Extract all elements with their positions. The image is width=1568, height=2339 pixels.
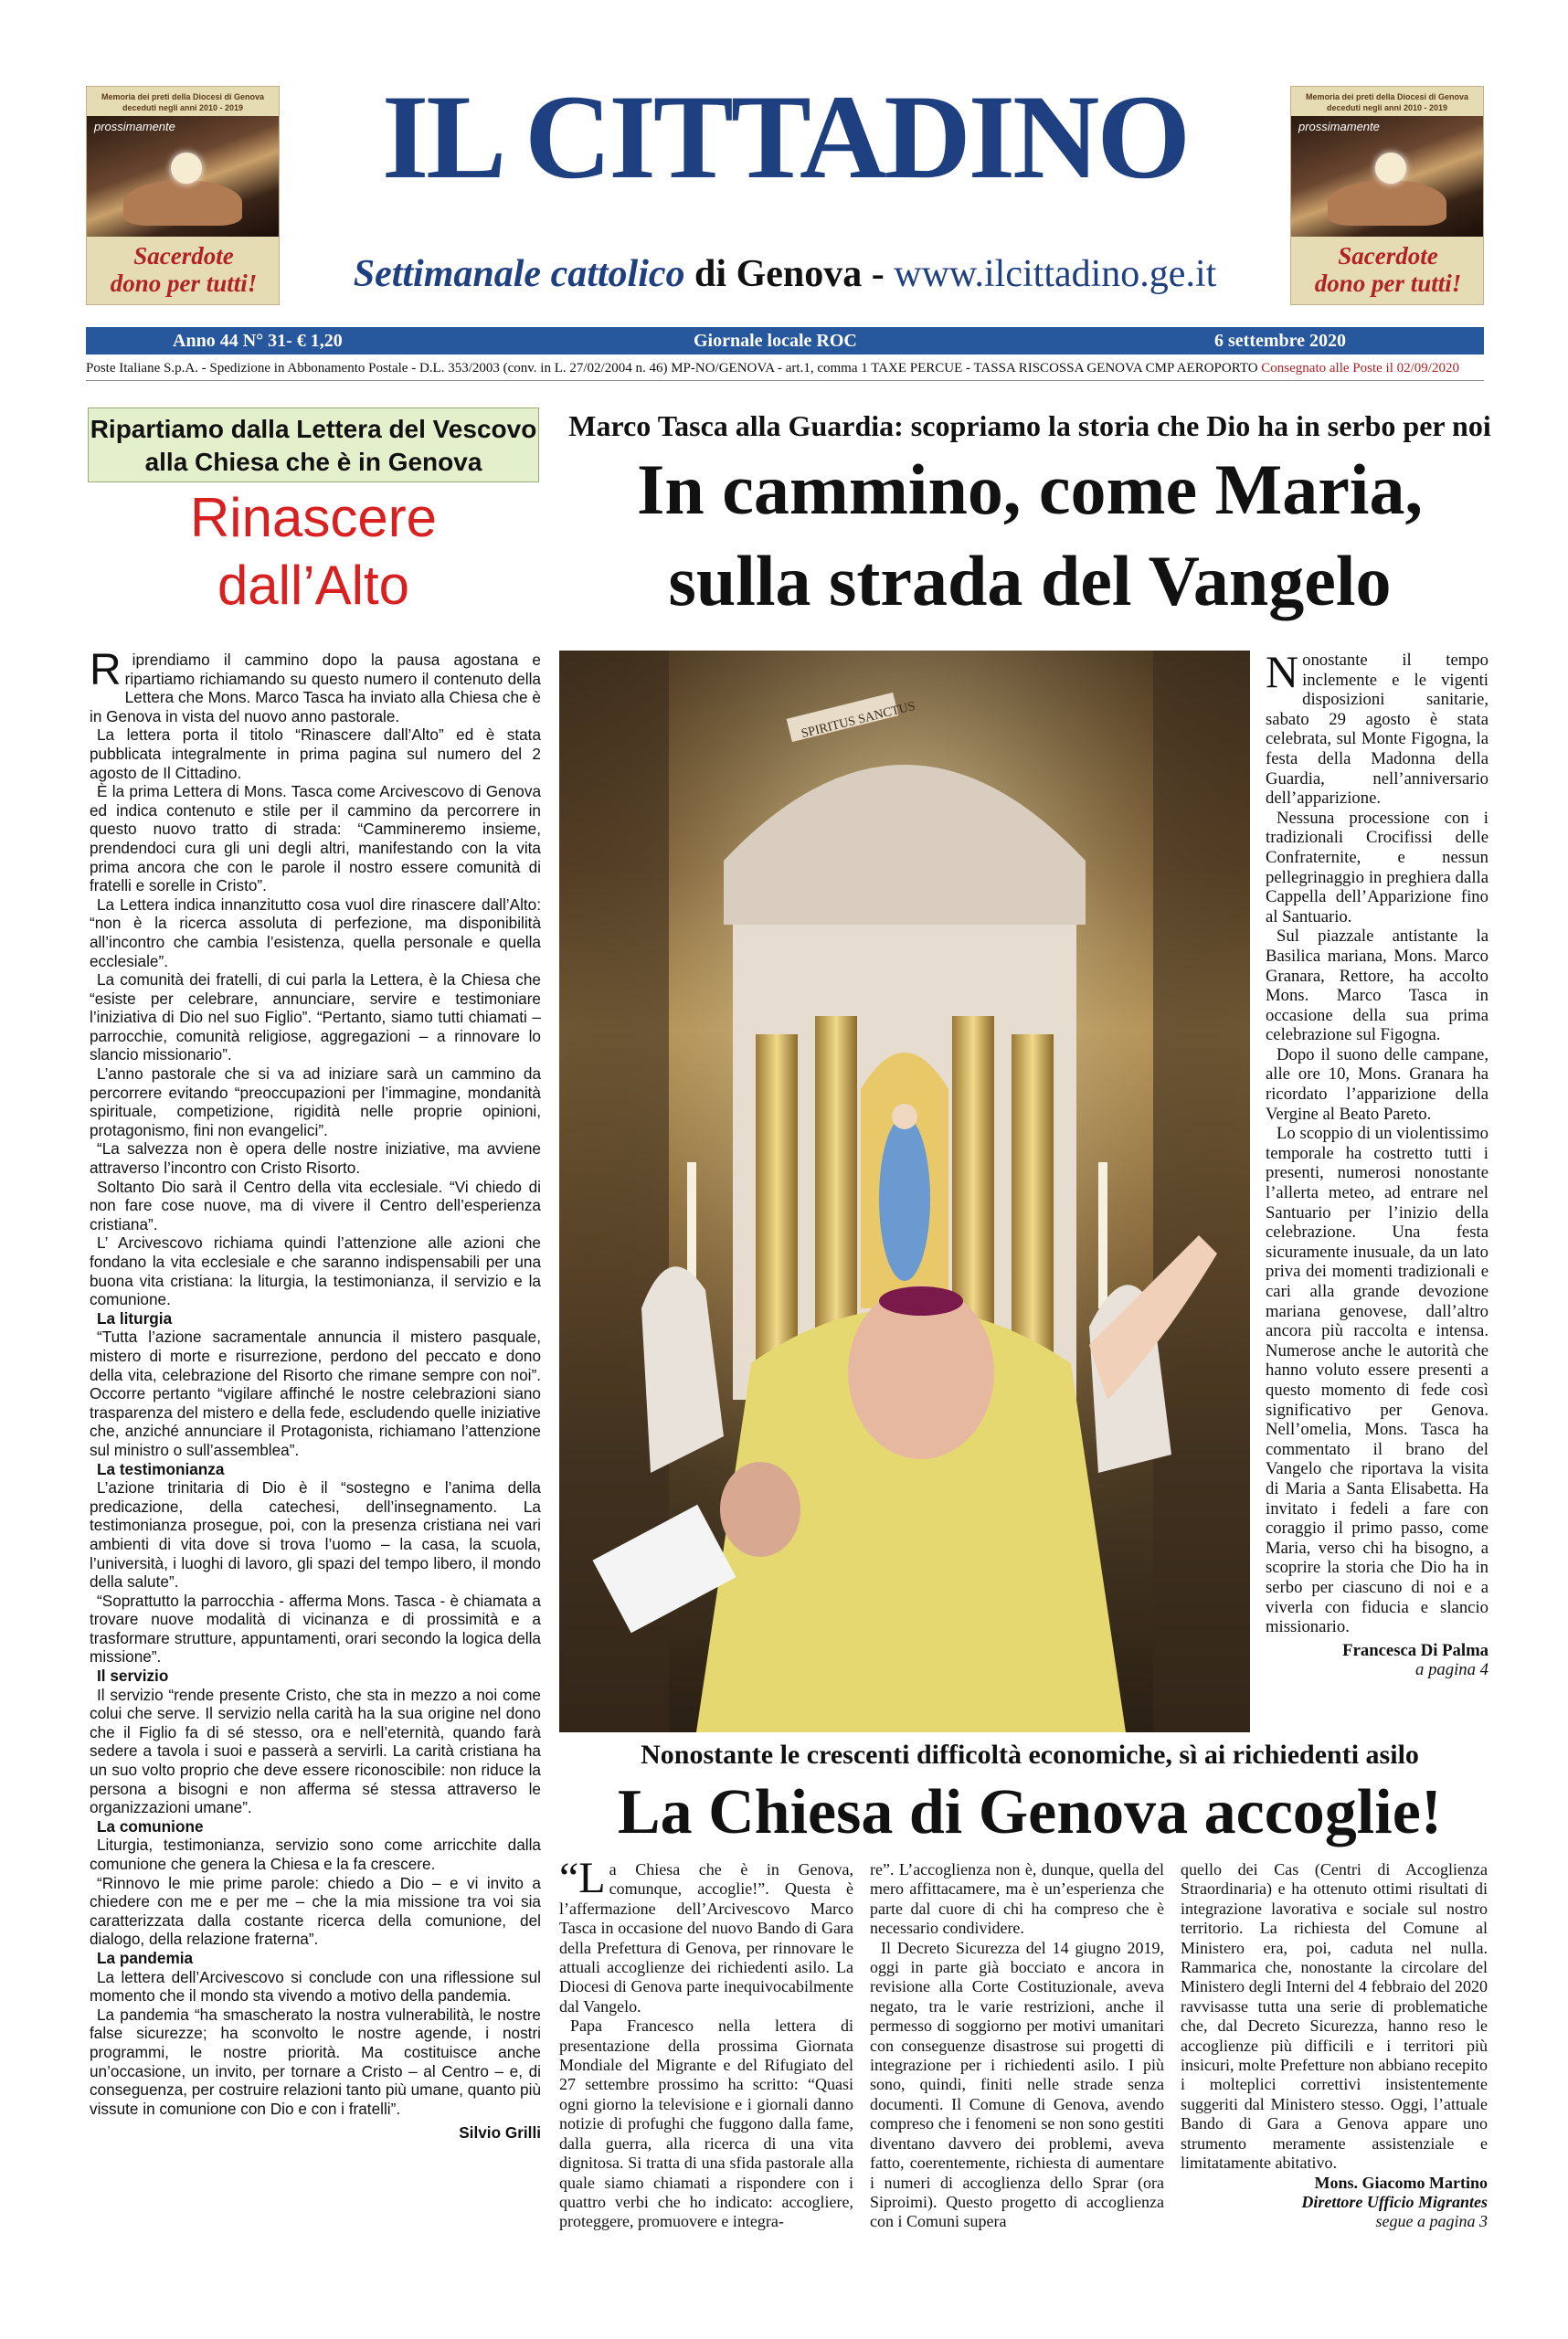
bottom-article-col-2: re”. L’accoglienza non è, dunque, quella del mero affittacamere, ma è un’esperienza che parte dal cuore di chi ha compreso che è necessario condividere. Il Decreto Sicurezza del 14 giugno 2019, oggi in parte già bocciato e ancora in revisione alla Corte Costituzionale, aveva negato, tra le varie restrizioni, anche il permesso di soggiorno per motivi umanitari con conseguenze disastrose sui progetti di integrazione per i richiedenti asilo. I più sono, quindi, finiti nelle strade senza documenti. Il Comune di Genova, avendo compreso che i fenomeni se non sono gestiti diventano davvero dei problemi, aveva fatto, coerentemente, richiesta di aumentare i numeri di accoglienza dello Sprar (ora Siproimi). Questo progetto di accoglienza con i Comuni supera	[870, 1860, 1164, 2231]
section-heading: La liturgia	[97, 1308, 173, 1328]
section-heading: Il servizio	[97, 1667, 169, 1686]
left-article-author: Silvio Grilli	[459, 2123, 541, 2143]
bottom-article-col-3: quello dei Cas (Centri di Accoglienza Straordinaria) e ha ottenuto ottimi risultati di integrazione lavorativa e sociale sul nostro territorio. La richiesta del Comune al Ministero era, poi, caduta nel nulla. Rammarica che, nonostante la circolare del Ministero degli Interni del 4 febbraio del 2020 ravvisasse tutta una serie di problematiche che, dal Decreto Sicurezza, hanno reso le accoglienze più difficili e i territori più insicuri, molte Prefetture non abbiano recepito i molteplici correttivi insistentemente suggeriti dal Ministero stesso. Oggi, l’attuale Bando di Gara a Genova appare uno strumento meramente assistenziale e limitatamente abitativo. Mons. Giacomo Martino Direttore Ufficio Migrantes segue a pagina 3	[1181, 1860, 1488, 2231]
postal-notice: Poste Italiane S.p.A. - Spedizione in Abbonamento Postale - D.L. 353/2003 (conv. in L. 27/02/2004 n. 46) MP-NO/GENOVA - art.1, comma 1 TAXE PERCUE - TASSA RISCOSSA GENOVA CMP AEROPORTO Consegnato alle Poste il 02/09/2020	[86, 361, 1484, 381]
quote-dropcap: “L	[559, 1854, 606, 1902]
issue-info-bar	[86, 327, 1484, 355]
promo-badge: prossimamente	[94, 120, 175, 133]
left-article-title[interactable]: Rinascere dall’Alto	[189, 487, 438, 616]
photo-banner-text: SPIRITUS SANCTUS	[800, 699, 917, 742]
promo-slogan: Sacerdote dono per tutti!	[110, 242, 258, 297]
left-article-kicker: Ripartiamo dalla Lettera del Vescovo alla Chiesa che è in Genova	[88, 407, 539, 482]
left-article-body: Riprendiamo il cammino dopo la pausa agostana e ripartiamo richiamando su questo numero il contenuto della Lettera che Mons. Marco Tasca ha inviato alla Chiesa che è in Genova in vista del nuovo anno pastorale. La lettera porta il titolo “Rinascere dall’Alto” ed è stata pubblicata integralmente in prima pagina sul numero del 2 agosto de Il Cittadino. È la prima Lettera di Mons. Tasca come Arcivescovo di Genova ed indica contenuto e stile per il cammino da percorrere in questo nuovo tratto di strada: “Cammineremo insieme, prendendoci cura gli uni degli altri, manifestando con la vita prima ancora che con le parole il nostro essere comunità di fratelli e sorelle in Cristo”. La Lettera indica innanzitutto cosa vuol dire rinascere dall’Alto: “non è la ricerca assoluta di perfezione, ma disponibilità all’incontro che cambia l’esistenza, quella personale e quella ecclesiale”. La comunità dei fratelli, di cui parla la Lettera, è la Chiesa che “esiste per celebrare, annunciare, servire e testimoniare l’iniziativa di Dio nel suo Figlio”. “Pertanto, siamo tutti chiamati – parrocchie, comunità religiose, aggregazioni – a rinnovare lo slancio missionario”. L’anno pastorale che si va ad iniziare sarà un cammino da percorrere evitando “preoccupazioni per l’immagine, mondanità spirituale, competizione, rigidità nelle proprie opinioni, protagonismo, fini non evangelici”. “La salvezza non è opera delle nostre iniziative, ma avviene attraverso l’incontro con Cristo Risorto. Soltanto Dio sarà il Centro della vita ecclesiale. “Vi chiedo di non fare cose nuove, ma di vivere il Centro dell’esperienza cristiana”. L’ Arcivescovo richiama quindi l’attenzione alle azioni che fondano la vita ecclesiale e che saranno indispensabili per una buona vita cristiana: la liturgia, la testimonianza, il servizio e la comunione. La liturgia “Tutta l’azione sacramentale annuncia il mistero pasquale, mistero di morte e risurrezione, perdono del peccato e dono della vita, celebrazione del Risorto che rimane sempre con noi”. Occorre pertanto “vigilare affinché le nostre celebrazioni siano trasparenza del mistero e della fede, escludendo quelle iniziative che, anziché annunciare il Protagonista, richiamano l’attenzione sul ministro o sull’assemblea”. La testimonianza L’azione trinitaria di Dio è il “sostegno e l’anima della predicazione, della catechesi, dell’insegnamento. La testimonianza prosegue, poi, con la presenza cristiana nei vari ambienti di vita dove si trova l’uomo – la casa, la scuola, l’università, i luoghi di lavoro, gli spazi del tempo libero, il mondo della salute”. “Soprattutto la parrocchia - afferma Mons. Tasca - è chiamata a trovare nuove modalità di vicinanza e di prossimità e a trasformare strutture, appuntamenti, orari secondo la logica della missione”. Il servizio Il servizio “rende presente Cristo, che sta in mezzo a noi come colui che serve. Il servizio nella carità ha la sua origine nel dono che il Figlio fa di sé stesso, ora e nell’eternità, quando farà sedere a tavola i suoi e passerà a servirli. La carità cristiana ha un suo volto proprio che deve essere riconoscibile: non riduce la persona a bisogni e non afferma sé stessa attraverso le organizzazioni umane”. La comunione Liturgia, testimonianza, servizio sono come arricchite dalla comunione che genera la Chiesa e la fa crescere. “Rinnovo le mie prime parole: chiedo a Dio – e vi invito a chiedere con me e per me – che la mia missione tra voi sia caratterizzata dalla costante ricerca della comunione, del dialogo, della relazione fraterna”. La pandemia La lettera dell’Arcivescovo si conclude con una riflessione sul momento che il mondo sta vivendo a motivo della pandemia. La pandemia “ha smascherato la nostra vulnerabilità, le nostre false sicurezze; ha sconvolto le nostre agende, i nostri programmi, le nostre priorità. Ma costituisce anche un’occasione, un invito, per tornare a Cristo – al Centro – e, di conseguenza, per costruire relazioni tanto più umane, quanto più vissute in comunione con Dio e con i fratelli”. Silvio Grilli	[90, 646, 541, 2143]
section-heading: La pandemia	[97, 1948, 194, 1967]
publication-type: Giornale locale ROC	[694, 331, 857, 351]
promo-top-text: Memoria dei preti della Diocesi di Genova deceduti negli anni 2010 - 2019	[101, 92, 265, 112]
main-article-body: Nonostante il tempo inclemente e le vigenti disposizioni sanitarie, sabato 29 agosto è stata celebrata, sul Monte Figogna, la festa della Madonna della Guardia, nell’anniversario dell’apparizione. Nessuna processione con i tradizionali Crocifissi delle Confraternite, e nessun pellegrinaggio in preghiera dalla Cappella dell’Apparizione fino al Santuario. Sul piazzale antistante la Basilica mariana, Mons. Marco Granara, Rettore, ha accolto Mons. Marco Tasca in occasione della sua prima celebrazione sul Figogna. Dopo il suono delle campane, alle ore 10, Mons. Granara ha ricordato l’apparizione della Vergine al Beato Pareto. Lo scoppio di un violentissimo temporale ha costretto tutti i presenti, numerosi nonostante l’allerta meteo, ad entrare nel Santuario per l’inizio della celebrazione. Una festa sicuramente inusuale, da un lato priva dei momenti tradizionali e cari alla grande devozione mariana genovese, dall’altro ancora più raccolta e intensa. Numerose anche le autorità che hanno voluto essere presenti a questo momento di fede così significativo per Genova. Nell’omelia, Mons. Tasca ha commentato il brano del Vangelo che riportava la visita di Maria a Santa Elisabetta. Ha invitato i fedeli a fare con coraggio il primo passo, come Maria, verso chi ha bisogno, a scoprire la storia che Dio ha in serbo per ciascuno di noi e a viverla con fiducia e slancio missionario. Francesca Di Palma a pagina 4	[1266, 646, 1489, 1680]
main-article-author: Francesca Di Palma	[1342, 1640, 1489, 1660]
newspaper-title: IL CITTADINO	[381, 69, 1189, 204]
promo-image	[87, 116, 280, 237]
altar-illustration	[559, 651, 1250, 1732]
newspaper-subtitle: Settimanale cattolico di Genova - www.ilcittadino.ge.it	[353, 253, 1217, 295]
website-link[interactable]: www.ilcittadino.ge.it	[894, 253, 1217, 295]
promo-badge: prossimamente	[1298, 120, 1380, 133]
section-heading: La testimonianza	[97, 1459, 225, 1478]
bottom-article-col-1: “La Chiesa che è in Genova, comunque, accoglie!”. Questa è l’affermazione dell’Arcivescovo Marco Tasca in occasione del nuovo Bando di Gara della Prefettura di Genova, per rinnovare le attuali accoglienze dei richiedenti asilo. La Diocesi di Genova parte inequivocabilmente dal Vangelo. Papa Francesco nella lettera di presentazione della prossima Giornata Mondiale del Migrante e del Rifugiato del 27 settembre prossimo ha scritto: “Quasi ogni giorno la televisione e i giornali danno notizie di profughi che fuggono dalla fame, dalla guerra, alla ricerca di una vita dignitosa. Si tratta di una sfida pastorale alla quale siamo chiamati a rispondere con i quattro verbi che ho indicato: accogliere, proteggere, promuovere e integra-	[559, 1854, 853, 2231]
continue-link[interactable]: a pagina 4	[1415, 1660, 1489, 1680]
dropcap: R	[90, 646, 122, 694]
bottom-article-headline[interactable]: La Chiesa di Genova accoglie!	[617, 1777, 1443, 1847]
main-article-headline[interactable]: In cammino, come Maria, sulla strada del Vangelo	[637, 450, 1423, 620]
issue-date: 6 settembre 2020	[1214, 331, 1347, 351]
promo-top-text: Memoria dei preti della Diocesi di Genova deceduti negli anni 2010 - 2019	[1305, 92, 1469, 112]
bottom-article-role: Direttore Ufficio Migrantes	[1301, 2192, 1488, 2211]
promo-box-left[interactable]	[86, 86, 280, 305]
section-heading: La comunione	[97, 1816, 204, 1836]
promo-image	[1291, 116, 1484, 237]
promo-slogan: Sacerdote dono per tutti!	[1314, 242, 1462, 297]
main-article-photo	[559, 651, 1250, 1732]
promo-box-right[interactable]	[1290, 86, 1484, 305]
continue-link[interactable]: segue a pagina 3	[1375, 2212, 1488, 2231]
bottom-article-kicker: Nonostante le crescenti difficoltà economiche, sì ai richiedenti asilo	[641, 1740, 1419, 1770]
main-article-kicker: Marco Tasca alla Guardia: scopriamo la storia che Dio ha in serbo per noi	[568, 409, 1491, 442]
issue-number: Anno 44 N° 31- € 1,20	[173, 331, 343, 351]
dropcap: N	[1266, 646, 1299, 697]
bottom-article-author: Mons. Giacomo Martino	[1314, 2173, 1488, 2192]
